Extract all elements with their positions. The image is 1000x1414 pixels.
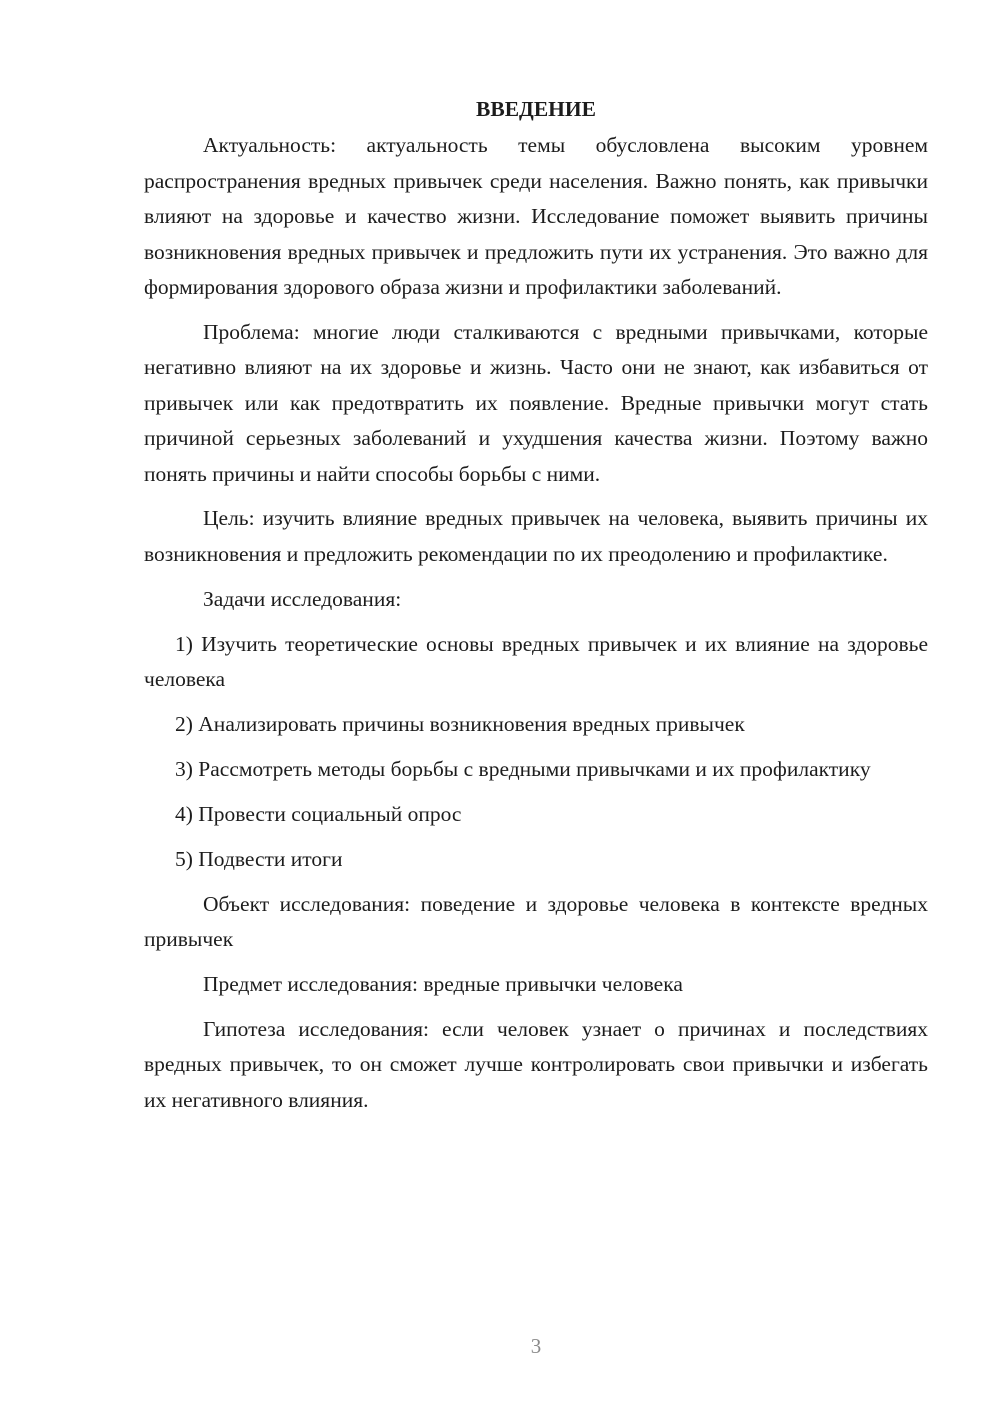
task-item-1: 1) Изучить теоретические основы вредных привычек и их влияние на здоровье человека bbox=[144, 631, 928, 692]
paragraph-object: Объект исследования: поведение и здоровье человека в контексте вредных привычек bbox=[144, 891, 928, 952]
section-title: ВВЕДЕНИЕ bbox=[476, 97, 596, 121]
page-content bbox=[144, 92, 928, 1128]
tasks-heading: Задачи исследования: bbox=[203, 586, 402, 611]
paragraph-hypothesis: Гипотеза исследования: если человек узнает о причинах и последствиях вредных привычек, то он сможет лучше контролировать свои привычки и избегать их негативного влияния. bbox=[144, 1016, 928, 1112]
paragraph-relevance: Актуальность: актуальность темы обусловлена высоким уровнем распространения вредных привычек среди населения. Важно понять, как привычки влияют на здоровье и качество жизни. Исследование поможет выявить причины возникновения вредных привычек и предложить пути их устранения. Это важно для формирования здорового образа жизни и профилактики заболеваний. bbox=[144, 133, 928, 300]
paragraph-problem: Проблема: многие люди сталкиваются с вредными привычками, которые негативно влияют на их здоровье и жизнь. Часто они не знают, как избавиться от привычек или как предотвратить их появление. Вредные привычки могут стать причиной серьезных заболеваний и ухудшения качества жизни. Поэтому важно понять причины и найти способы борьбы с ними. bbox=[144, 319, 928, 486]
task-item-4: 4) Провести социальный опрос bbox=[175, 801, 462, 826]
paragraph-goal: Цель: изучить влияние вредных привычек на человека, выявить причины их возникновения и предложить рекомендации по их преодолению и профилактике. bbox=[144, 506, 928, 566]
task-item-5: 5) Подвести итоги bbox=[175, 846, 343, 871]
task-item-2: 2) Анализировать причины возникновения вредных привычек bbox=[175, 712, 745, 736]
page-number: 3 bbox=[530, 1334, 542, 1358]
paragraph-subject: Предмет исследования: вредные привычки человека bbox=[203, 971, 683, 996]
task-item-3: 3) Рассмотреть методы борьбы с вредными привычками и их профилактику bbox=[175, 756, 871, 781]
